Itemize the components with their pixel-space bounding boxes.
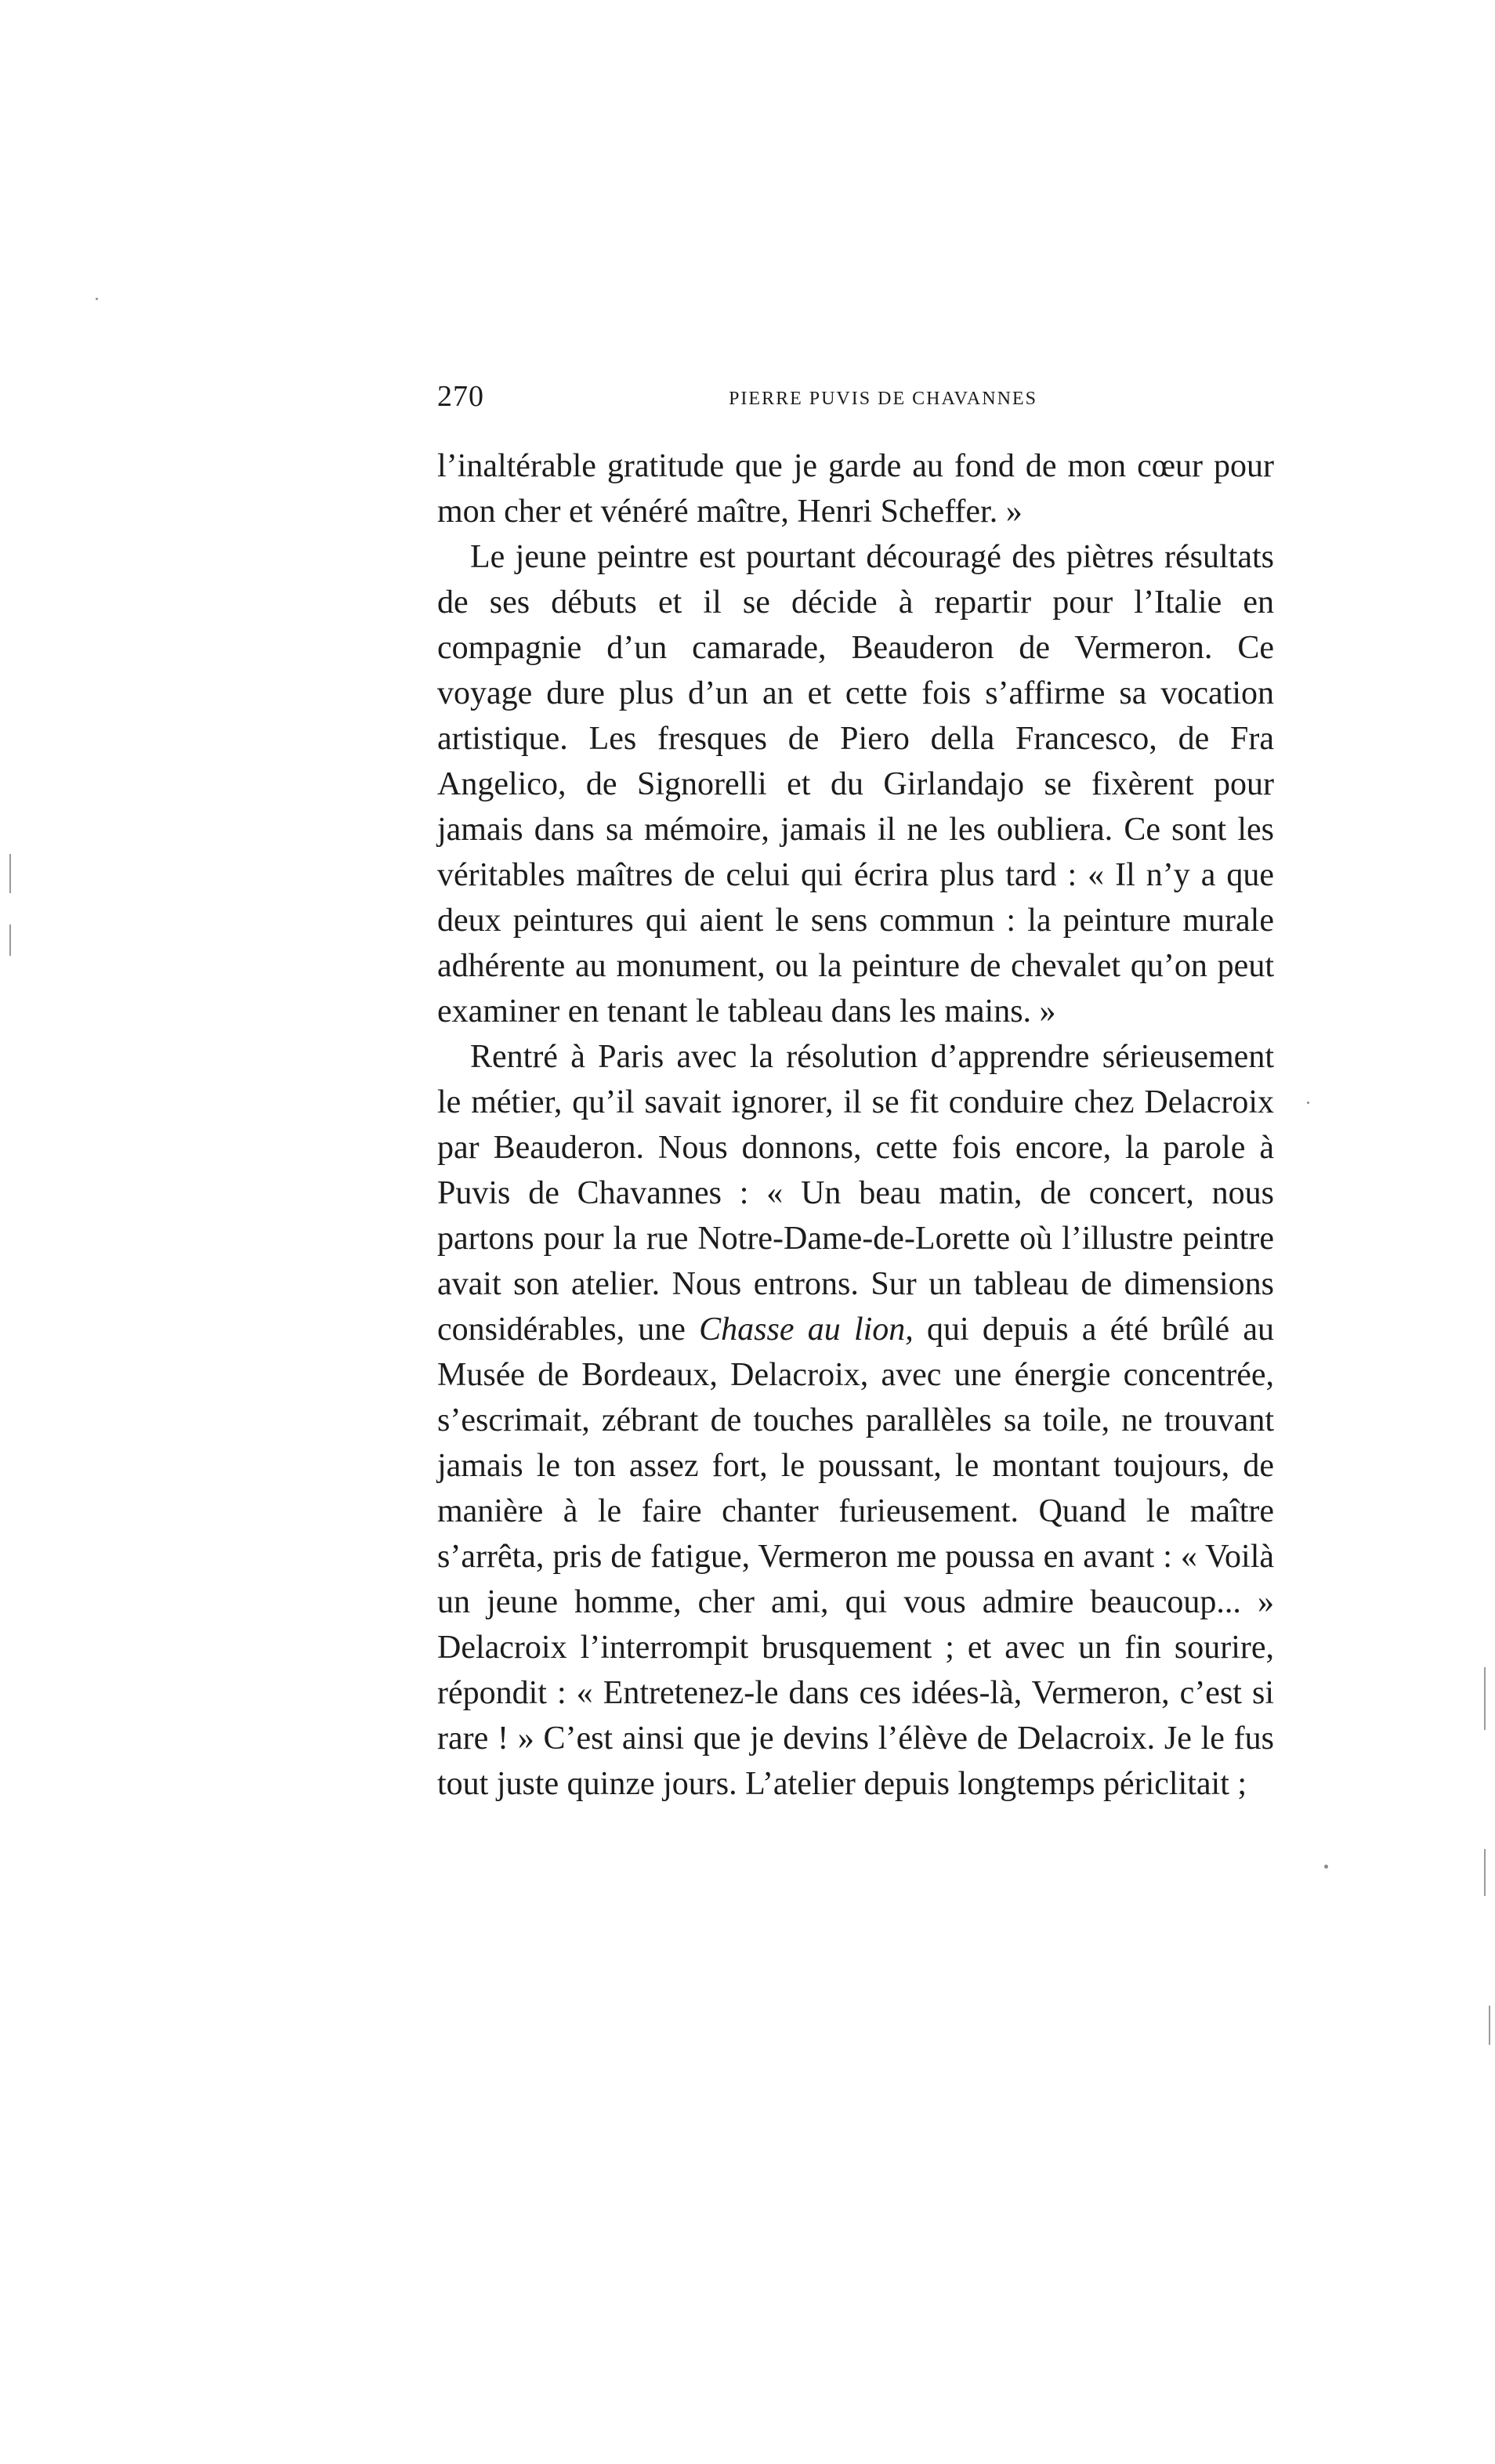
paragraph-delacroix [437, 1034, 1274, 1807]
paragraph-text-after-title: qui depuis a été brûlé au Musée de Bordeaux, Delacroix, avec une énergie concentrée, s’escrimait, zébrant de touches parallèles sa toile, ne trouvant jamais le ton assez fort, le poussant, le montant toujours, de manière à le faire chanter furieusement. Quand le maître s’arrêta, pris de fatigue, Vermeron me poussa en avant : « Voilà un jeune homme, cher ami, qui vous admire beaucoup... » Delacroix l’interrompit brusquement ; et avec un fin sourire, répondit : « Entretenez-le dans ces idées-là, Vermeron, c’est si rare ! » C’est ainsi que je devins l’élève de Delacroix. Je le fus tout juste quinze jours. L’atelier depuis longtemps périclitait ; [437, 1312, 1275, 1802]
scan-edge-mark [1484, 1849, 1486, 1896]
paragraph-text-before-title: Rentré à Paris avec la résolution d’apprendre sérieusement le métier, qu’il savait ignorer, il se fit conduire chez Delacroix par Beauderon. Nous donnons, cette fois encore, la parole à Puvis de Chavannes : « Un beau matin, de concert, nous partons pour la rue Notre-Dame-de-Lorette où l’illustre peintre avait son atelier. Nous entrons. Sur un tableau de dimensions considérables, une [437, 1039, 1274, 1348]
running-title: PIERRE PUVIS DE CHAVANNES [729, 389, 1037, 409]
scan-edge-mark [9, 924, 11, 956]
body-text [437, 443, 1274, 1807]
scan-edge-mark [1484, 1667, 1486, 1730]
paragraph-continuation: l’inaltérable gratitude que je garde au fond de mon cœur pour mon cher et vénéré maître, Henri Scheffer. » [437, 448, 1274, 530]
scan-edge-mark [1489, 2006, 1490, 2045]
scan-speck [1307, 1102, 1309, 1104]
scan-edge-mark [9, 854, 11, 893]
scan-speck [1324, 1865, 1328, 1869]
painting-title-italic: Chasse au lion, [699, 1312, 914, 1348]
scan-speck [96, 298, 98, 300]
paragraph-italy-voyage: Le jeune peintre est pourtant découragé des piètres résultats de ses débuts et il se décide à repartir pour l’Italie en compagnie d’un camarade, Beauderon de Vermeron. Ce voyage dure plus d’un an et cette fois s’affirme sa vocation artistique. Les fresques de Piero della Francesco, de Fra Angelico, de Signorelli et du Girlandajo se fixèrent pour jamais dans sa mémoire, jamais il ne les oubliera. Ce sont les véritables maîtres de celui qui écrira plus tard : « Il n’y a que deux peintures qui aient le sens commun : la peinture murale adhérente au monument, ou la peinture de chevalet qu’on peut examiner en tenant le tableau dans les mains. » [437, 539, 1274, 1029]
page-header [437, 376, 1282, 423]
page-number: 270 [437, 380, 484, 413]
